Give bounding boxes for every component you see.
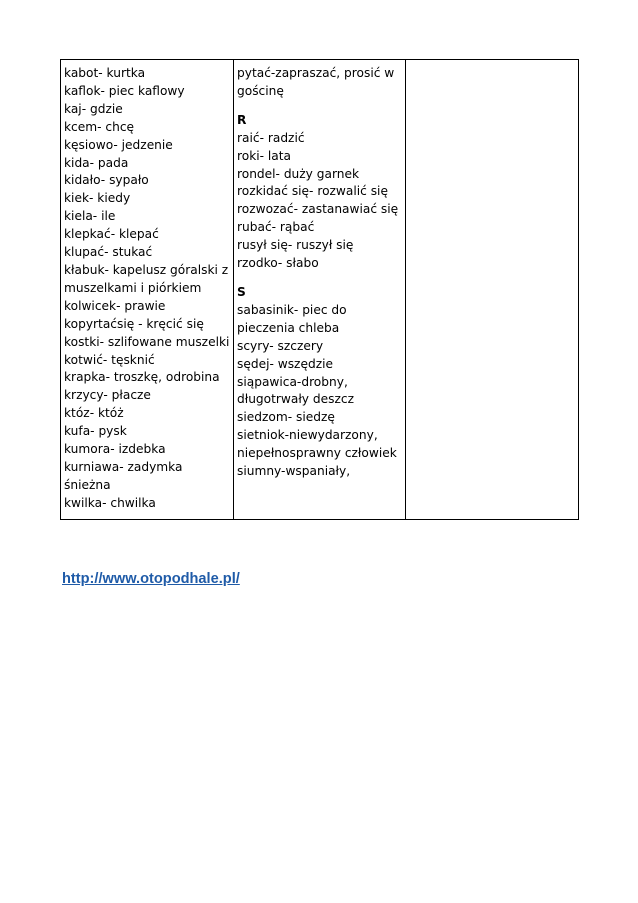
list-item: kaj- gdzie [64, 101, 123, 116]
list-item: kopyrtaćsię - kręcić się [64, 316, 204, 331]
list-item: pytać-zapraszać, prosić w gościnę [237, 66, 395, 98]
list-item: kufa- pysk [64, 424, 127, 439]
table-row [61, 60, 579, 520]
list-item: kcem- chcę [64, 119, 135, 134]
list-item: kurniawa- zadymka śnieżna [64, 459, 183, 492]
glossary-column-k [61, 60, 234, 520]
list-item: rusył się- ruszył się [237, 238, 354, 253]
list-item: klupać- stukać [64, 245, 153, 260]
list-item: kostki- szlifowane muszelki [64, 334, 230, 349]
list-item: roki- lata [237, 148, 292, 163]
list-item: klepkać- klepać [64, 227, 159, 242]
list-item: krzycy- płacze [64, 388, 151, 403]
list-item: siumny-wspaniały, [237, 464, 351, 479]
list-item: kolwicek- prawie [64, 298, 166, 313]
glossary-table [60, 59, 579, 520]
list-item: sędej- wszędzie [237, 356, 333, 371]
empty-table-cell [406, 60, 579, 520]
list-item: kaflok- piec kaflowy [64, 83, 185, 98]
section-heading-s: S [237, 284, 246, 299]
list-item: siąpawica-drobny, długotrwały deszcz [237, 374, 354, 407]
list-item: scyry- szczery [237, 338, 324, 353]
list-item: raić- radzić [237, 130, 305, 145]
list-item: siedzom- siedzę [237, 410, 335, 425]
list-item: sietniok-niewydarzony, niepełnosprawny człowiek [237, 428, 397, 461]
list-item: rzodko- słabo [237, 256, 319, 271]
section-heading-r: R [237, 112, 247, 127]
list-item: kida- pada [64, 155, 129, 170]
source-link[interactable]: http://www.otopodhale.pl/ [62, 571, 240, 587]
list-item: kumora- izdebka [64, 442, 166, 457]
list-item: kidało- sypało [64, 173, 149, 188]
list-item: kłabuk- kapelusz góralski z muszelkami i piórkiem [64, 262, 229, 295]
list-item: kęsiowo- jedzenie [64, 137, 173, 152]
list-item: kotwić- tęsknić [64, 352, 155, 367]
list-item: sabasinik- piec do pieczenia chleba [237, 302, 347, 335]
list-item: któz- któż [64, 406, 124, 421]
list-item: krapka- troszkę, odrobina [64, 370, 220, 385]
list-item: rondel- duży garnek [237, 166, 360, 181]
list-item: kiela- ile [64, 209, 116, 224]
list-item: kwilka- chwilka [64, 495, 156, 510]
list-item: rozwozać- zastanawiać się [237, 202, 399, 217]
list-item: rubać- rąbać [237, 220, 315, 235]
glossary-column-p-r-s [234, 60, 406, 520]
list-item: kiek- kiedy [64, 191, 131, 206]
list-item: rozkidać się- rozwalić się [237, 184, 388, 199]
list-item: kabot- kurtka [64, 66, 146, 80]
